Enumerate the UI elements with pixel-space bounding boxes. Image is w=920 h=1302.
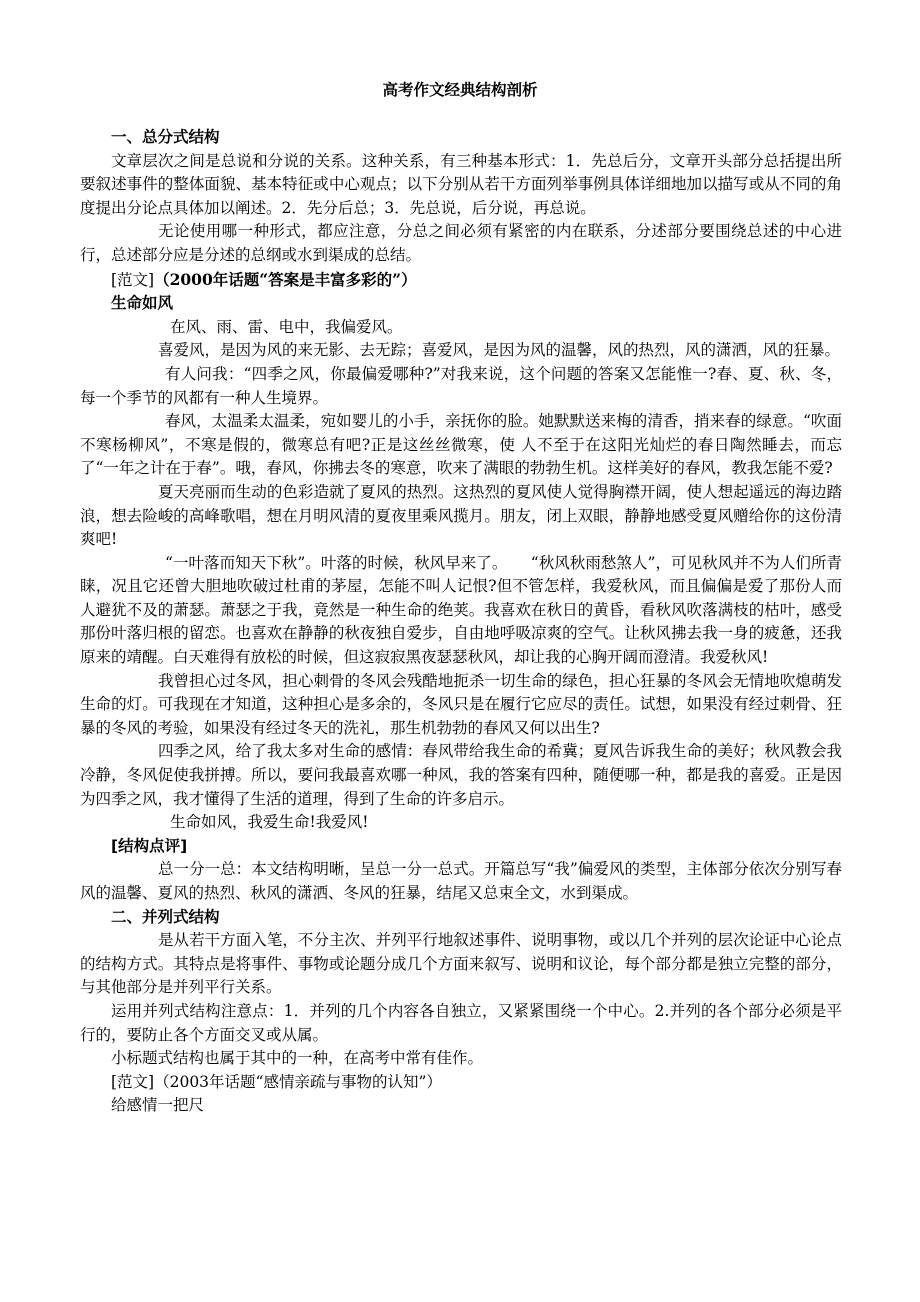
paragraph: 运用并列式结构注意点：1．并列的几个内容各自独立，又紧紧围绕一个中心。2.并列的各个部分必须是平行的，要防止各个方面交叉或从属。 bbox=[80, 1001, 842, 1044]
paragraph: “一叶落而知天下秋”。叶落的时候，秋风早来了。 “秋风秋雨愁煞人”，可见秋风并不为人们所青睐，况且它还曾大胆地吹破过杜甫的茅屋，怎能不叫人记恨?但不管怎样，我爱秋风，而且偏偏是爱了那份人而人避犹不及的萧瑟。萧瑟之于我，竟然是一种生命的绝荚。我喜欢在秋日的黄昏，看秋风吹落满枝的枯叶，感受那份叶落归根的留恋。也喜欢在静静的秋夜独自爱步，自由地呼吸凉爽的空气。让秋风拂去我一身的疲惫，还我原来的靖醒。白天难得有放松的时候，但这寂寂黑夜瑟瑟秋风，却让我的心胸开阔而澄清。我爱秋风! bbox=[80, 553, 842, 667]
paragraph: 喜爱风，是因为风的来无影、去无踪；喜爱风，是因为风的温馨，风的热烈，风的潇洒，风的狂暴。 bbox=[158, 341, 841, 360]
document-title: 高考作文经典结构剖析 bbox=[382, 81, 538, 99]
paragraph: 我曾担心过冬风，担心刺骨的冬风会残酷地扼杀一切生命的绿色，担心狂暴的冬风会无情地吹熄萌发生命的灯。可我现在才知道，这种担心是多余的，冬风只是在履行它应尽的责任。试想，如果没有经过刺骨、狂暴的冬风的考验，如果没有经过冬天的洗礼，那生机勃勃的春风又何以出生? bbox=[80, 671, 842, 737]
paragraph: 无论使用哪一种形式，都应注意，分总之间必须有紧密的内在联系，分述部分要围绕总述的中心进行，总述部分应是分述的总纲或水到渠成的总结。 bbox=[80, 222, 842, 264]
paragraph: 总一分一总：本文结构明晰，呈总一分一总式。开篇总写“我”偏爱风的类型，主体部分依次分别写春风的温馨、夏风的热烈、秋风的潇洒、冬风的狂暴，结尾又总束全文，水到渠成。 bbox=[80, 860, 842, 902]
paragraph: 有人问我：“四季之风，你最偏爱哪种?”对我来说，这个问题的答案又怎能惟一?春、夏、秋、冬，每一个季节的风都有一种人生境界。 bbox=[80, 364, 842, 407]
comment-label: [结构点评] bbox=[111, 836, 188, 855]
paragraph: 在风、雨、雷、电中，我偏爱风。 bbox=[170, 317, 403, 336]
section-heading-2: 二、并列式结构 bbox=[111, 907, 220, 926]
essay-source: （2000年话题“答案是丰富多彩的”） bbox=[154, 269, 417, 289]
essay-label: [范文] bbox=[111, 270, 155, 289]
paragraph: 小标题式结构也属于其中的一种，在高考中常有佳作。 bbox=[111, 1049, 484, 1068]
essay-source-line: [范文]（2003年话题“感情亲疏与事物的认知”） bbox=[111, 1072, 442, 1091]
section-heading-1: 一、总分式结构 bbox=[111, 128, 220, 146]
paragraph: 生命如风，我爱生命!我爱风! bbox=[170, 813, 369, 832]
document-body bbox=[80, 126, 842, 1118]
essay-title: 给感情一把尺 bbox=[111, 1096, 205, 1115]
paragraph: 文章层次之间是总说和分说的关系。这种关系，有三种基本形式：1．先总后分，文章开头部分总括提出所要叙述事件的整体面貌、基本特征或中心观点；以下分别从若干方面列举事例具体详细地加以描写或从不同的角度提出分论点具体加以阐述。2．先分后总；3．先总说，后分说，再总说。 bbox=[80, 151, 842, 217]
paragraph: 是从若干方面入笔，不分主次、并列平行地叙述事件、说明事物，或以几个并列的层次论证中心论点的结构方式。其特点是将事件、事物或论题分成几个方面来叙写、说明和议论，每个部分都是独立完整的部分，与其他部分是并列平行关系。 bbox=[80, 931, 842, 997]
essay-title: 生命如风 bbox=[111, 294, 174, 313]
paragraph: 春风，太温柔太温柔，宛如婴儿的小手，亲抚你的脸。她默默送来梅的清香，捎来春的绿意。“吹面不寒杨柳风”，不寒是假的，微寒总有吧?正是这丝丝微寒，使 人不至于在这阳光灿烂的春日陶然睡去，而忘了“一年之计在于春”。哦，春风，你拂去冬的寒意，吹来了满眼的勃勃生机。这样美好的春风，教我怎能不爱? bbox=[80, 412, 842, 478]
paragraph: 四季之风，给了我太多对生命的感情：春风带给我生命的希冀；夏风告诉我生命的美好；秋风教会我冷静，冬风促使我拼搏。所以，要问我最喜欢哪一种风，我的答案有四种，随便哪一种，都是我的喜爱。正是因为四季之风，我才懂得了生活的道理，得到了生命的许多启示。 bbox=[80, 742, 842, 808]
essay-source-line bbox=[80, 268, 842, 293]
paragraph: 夏天亮丽而生动的色彩造就了夏风的热烈。这热烈的夏风使人觉得胸襟开阔，使人想起遥远的海边踏浪，想去险峻的高峰歌唱，想在月明风清的夏夜里乘风揽月。朋友，闭上双眼，静静地感受夏风赠给你的这份清爽吧! bbox=[80, 482, 842, 549]
